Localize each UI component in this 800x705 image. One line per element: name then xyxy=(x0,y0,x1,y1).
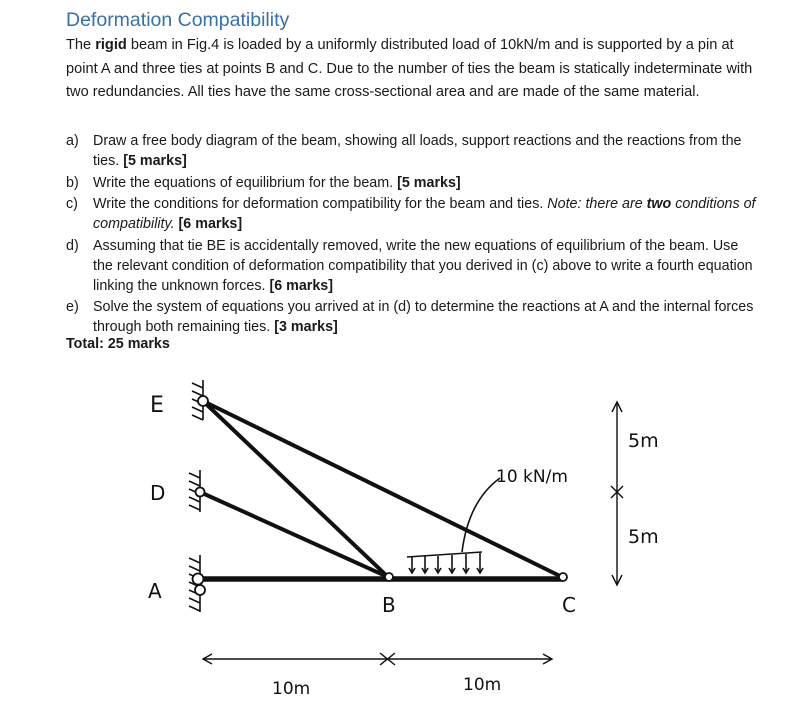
question-marks: [3 marks] xyxy=(274,319,338,336)
question-label: c) xyxy=(66,196,78,213)
question-label: e) xyxy=(66,299,79,316)
question-marks: [5 marks] xyxy=(397,174,461,191)
tie-EC xyxy=(203,401,562,577)
dim-upper-label: 5m xyxy=(628,430,659,452)
question-note: Note: there are xyxy=(547,196,647,213)
question-note-bold: two xyxy=(646,196,672,213)
total-marks: Total: 25 marks xyxy=(66,336,170,352)
label-C: C xyxy=(562,593,576,617)
question-text: Assuming that tie BE is accidentally removed, write the new equations of equilibrium of the beam. Use the relevant condition of deformation compatibility that you derived in (c) above to write a fourth equation linking the unknown forces. xyxy=(93,237,753,294)
question-label: a) xyxy=(66,133,79,149)
question-label: d) xyxy=(66,237,79,254)
dim-right-label: 10m xyxy=(463,675,502,695)
question-text: Draw a free body diagram of the beam, showing all loads, support reactions and the reactions from the ties. xyxy=(93,133,742,169)
label-E: E xyxy=(150,393,164,418)
question-marks: [6 marks] xyxy=(269,277,334,294)
question-label: b) xyxy=(66,174,79,191)
question-marks: [5 marks] xyxy=(123,152,187,169)
dimension-lines xyxy=(203,402,623,665)
question-text: Write the equations of equilibrium for the beam. xyxy=(93,174,398,191)
question-text: Solve the system of equations you arrived at in (d) to determine the reactions at A and the internal forces through both remaining ties. xyxy=(93,299,754,336)
intro-text-1: The xyxy=(66,37,96,53)
intro-bold-rigid: rigid xyxy=(95,37,127,53)
load-label: 10 kN/m xyxy=(496,467,568,487)
question-note-2: conditions of compatibility. xyxy=(93,196,756,233)
intro-text-2: beam in Fig.4 is loaded by a uniformly distributed load of 10kN/m and is supported by a pin at point A and three ties at points B and C. Due to the number of ties the beam is statically indeterminate with two redundancies. All ties have the same cross-sectional area and are made of the same material. xyxy=(66,37,753,100)
label-D: D xyxy=(150,481,166,505)
question-marks: [6 marks] xyxy=(174,216,243,233)
pin-joints xyxy=(193,396,568,595)
dim-left-label: 10m xyxy=(272,679,311,699)
label-B: B xyxy=(382,593,396,617)
dim-lower-label: 5m xyxy=(628,526,659,548)
tie-EB xyxy=(203,401,388,577)
label-A: A xyxy=(148,579,162,603)
tie-members xyxy=(200,401,562,577)
question-text: Write the conditions for deformation compatibility for the beam and ties. xyxy=(93,196,548,213)
tie-DB xyxy=(200,492,388,577)
page-title: Deformation Compatibility xyxy=(66,9,290,31)
